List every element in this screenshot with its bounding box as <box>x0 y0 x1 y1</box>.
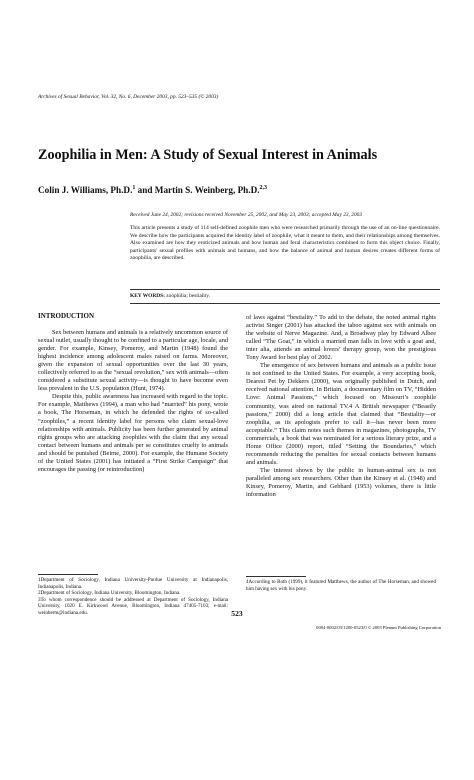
author-conjunction: and <box>135 185 155 196</box>
submission-dates: Received June 24, 2002; revisions received November 25, 2002, and May 23, 2003; accepted May 23, 2003 <box>130 212 363 218</box>
section-heading: INTRODUCTION <box>38 312 95 320</box>
paragraph: The emergence of sex between humans and animals as a public issue is not confined to the United States. For example, a very accepting book, Dearest Pet by Dekkers (2000), was originally published in Dutch, and received national attention. In Britain, a documentary film on TV, “Hidden Love: Animal Passions,” which focused on Missouri’s zoophile community, was aired on national TV.4 A British newspaper (“Beastly passions,” 2000) did a long article that claimed that “Bestiality—or zoophilia, as its apologists prefer to call it—has never been more acceptable.” This claim notes such themes in magazines, photographs, TV commercials, a book that was nominated for a serious literary prize, and a Home Office (2000) report, titled “Setting the Boundaries,” which recommends reducing the penalties for sexual contacts between humans and animals. <box>246 362 436 466</box>
author-2-footnote-marker: 2,3 <box>259 185 268 191</box>
author-1-name: Colin J. Williams, Ph.D. <box>38 185 133 196</box>
footnote: 2Department of Sociology, Indiana University, Bloomington, Indiana. <box>38 590 181 597</box>
keywords-list: zoophilia; bestiality. <box>164 293 210 299</box>
journal-citation: Archives of Sexual Behavior, Vol. 32, No. 6, December 2003, pp. 523–535 (© 2003) <box>38 94 219 100</box>
footnote: 3To whom correspondence should be addressed at Department of Sociology, Indiana University, 1020 E. Kirkwood Avenue, Bloomington, Indiana 47405-7103; e-mail: weinberm@indiana.edu. <box>38 596 228 616</box>
paragraph: Despite this, public awareness has increased with regard to the topic. For example, Matthews (1994), a man who had “married” his pony, wrote a book, The Horseman, in which he defended the rights of so-called “zoophiles,” a recent identity label for persons who claim sexual-love relationships with animals. Publicity has been further generated by animal rights groups who are attacking zoophiles with the claim that any sexual contact between humans and animals per se constitutes cruelty to animals and should be punished (Beirne, 2000). For example, the Humane Society of the United States (2001) has initiated a “First Strike Campaign” that encourages the passing (or reintroduction) <box>38 393 228 473</box>
keywords <box>130 293 440 300</box>
author-2-name: Martin S. Weinberg, Ph.D. <box>154 185 260 196</box>
footnote: 4According to Roth (1999), it featured Matthews, the author of The Horseman, and showed him having sex with his pony. <box>246 579 436 592</box>
body-column-right <box>246 314 436 499</box>
page-number: 523 <box>231 609 243 618</box>
paragraph: Sex between humans and animals is a relatively uncommon source of sexual outlet, usually thought to be confined to a particular age, locale, and gender. For example, Kinsey, Pomeroy, and Martin (1948) found the highest incidence among adolescent males raised on farms. Moreover, given the expansion of sexual opportunities over the last 30 years, collectively referred to as the “sexual revolution,” sex with animals—often considered a substitute sexual activity—is thought to have become even less prevalent in the U.S. population (Hunt, 1974). <box>38 329 228 393</box>
author-line <box>38 183 458 196</box>
footnote-divider <box>246 576 306 577</box>
footnote: 1Department of Sociology, Indiana University-Purdue University at Indianapolis, Indianapolis, Indiana. <box>38 577 228 590</box>
paragraph: of laws against “bestiality.” To add to the debate, the noted animal rights activist Singer (2001) has attacked the taboo against sex with animals on the website of Nerve Magazine. And, a Broadway play by Edward Albee called “The Goat,” in which a married man falls in love with a goat and, inter alia, attends an animal lovers’ therapy group, won the prestigious Tony Award for best play of 2002. <box>246 314 436 362</box>
article-title: Zoophilia in Men: A Study of Sexual Interest in Animals <box>38 147 378 163</box>
abstract-divider <box>130 289 440 290</box>
copyright-line: 0004-0002/03/1200-0523/0 © 2003 Plenum Publishing Corporation <box>316 625 441 630</box>
author-1-footnote-marker: 1 <box>132 185 136 191</box>
paragraph: The interest shown by the public in human-animal sex is not paralleled among sex researchers. Other than the Kinsey et al. (1948) and Kinsey, Pomeroy, Martin, and Gebhard (1953) volumes, there is little information <box>246 466 436 499</box>
abstract: This article presents a study of 114 self-defined zoophile men who were researched primarily through the use of an on-line questionnaire. We describe how the participants acquired the identity label of zoophile, what it meant to them, and their relationships among themselves. Also examined are how they eroticized animals and how human and feral characteristics combined to form this object choice. Finally, participants' sexual profiles with animals and humans, and how the balance of animal and human desires creates different forms of zoophilia, are described. <box>130 225 440 262</box>
keywords-label: KEY WORDS: <box>130 293 165 299</box>
body-column-left <box>38 312 228 474</box>
footnote-divider <box>38 574 98 575</box>
keywords-divider <box>130 303 440 304</box>
footnotes-right <box>246 579 436 592</box>
